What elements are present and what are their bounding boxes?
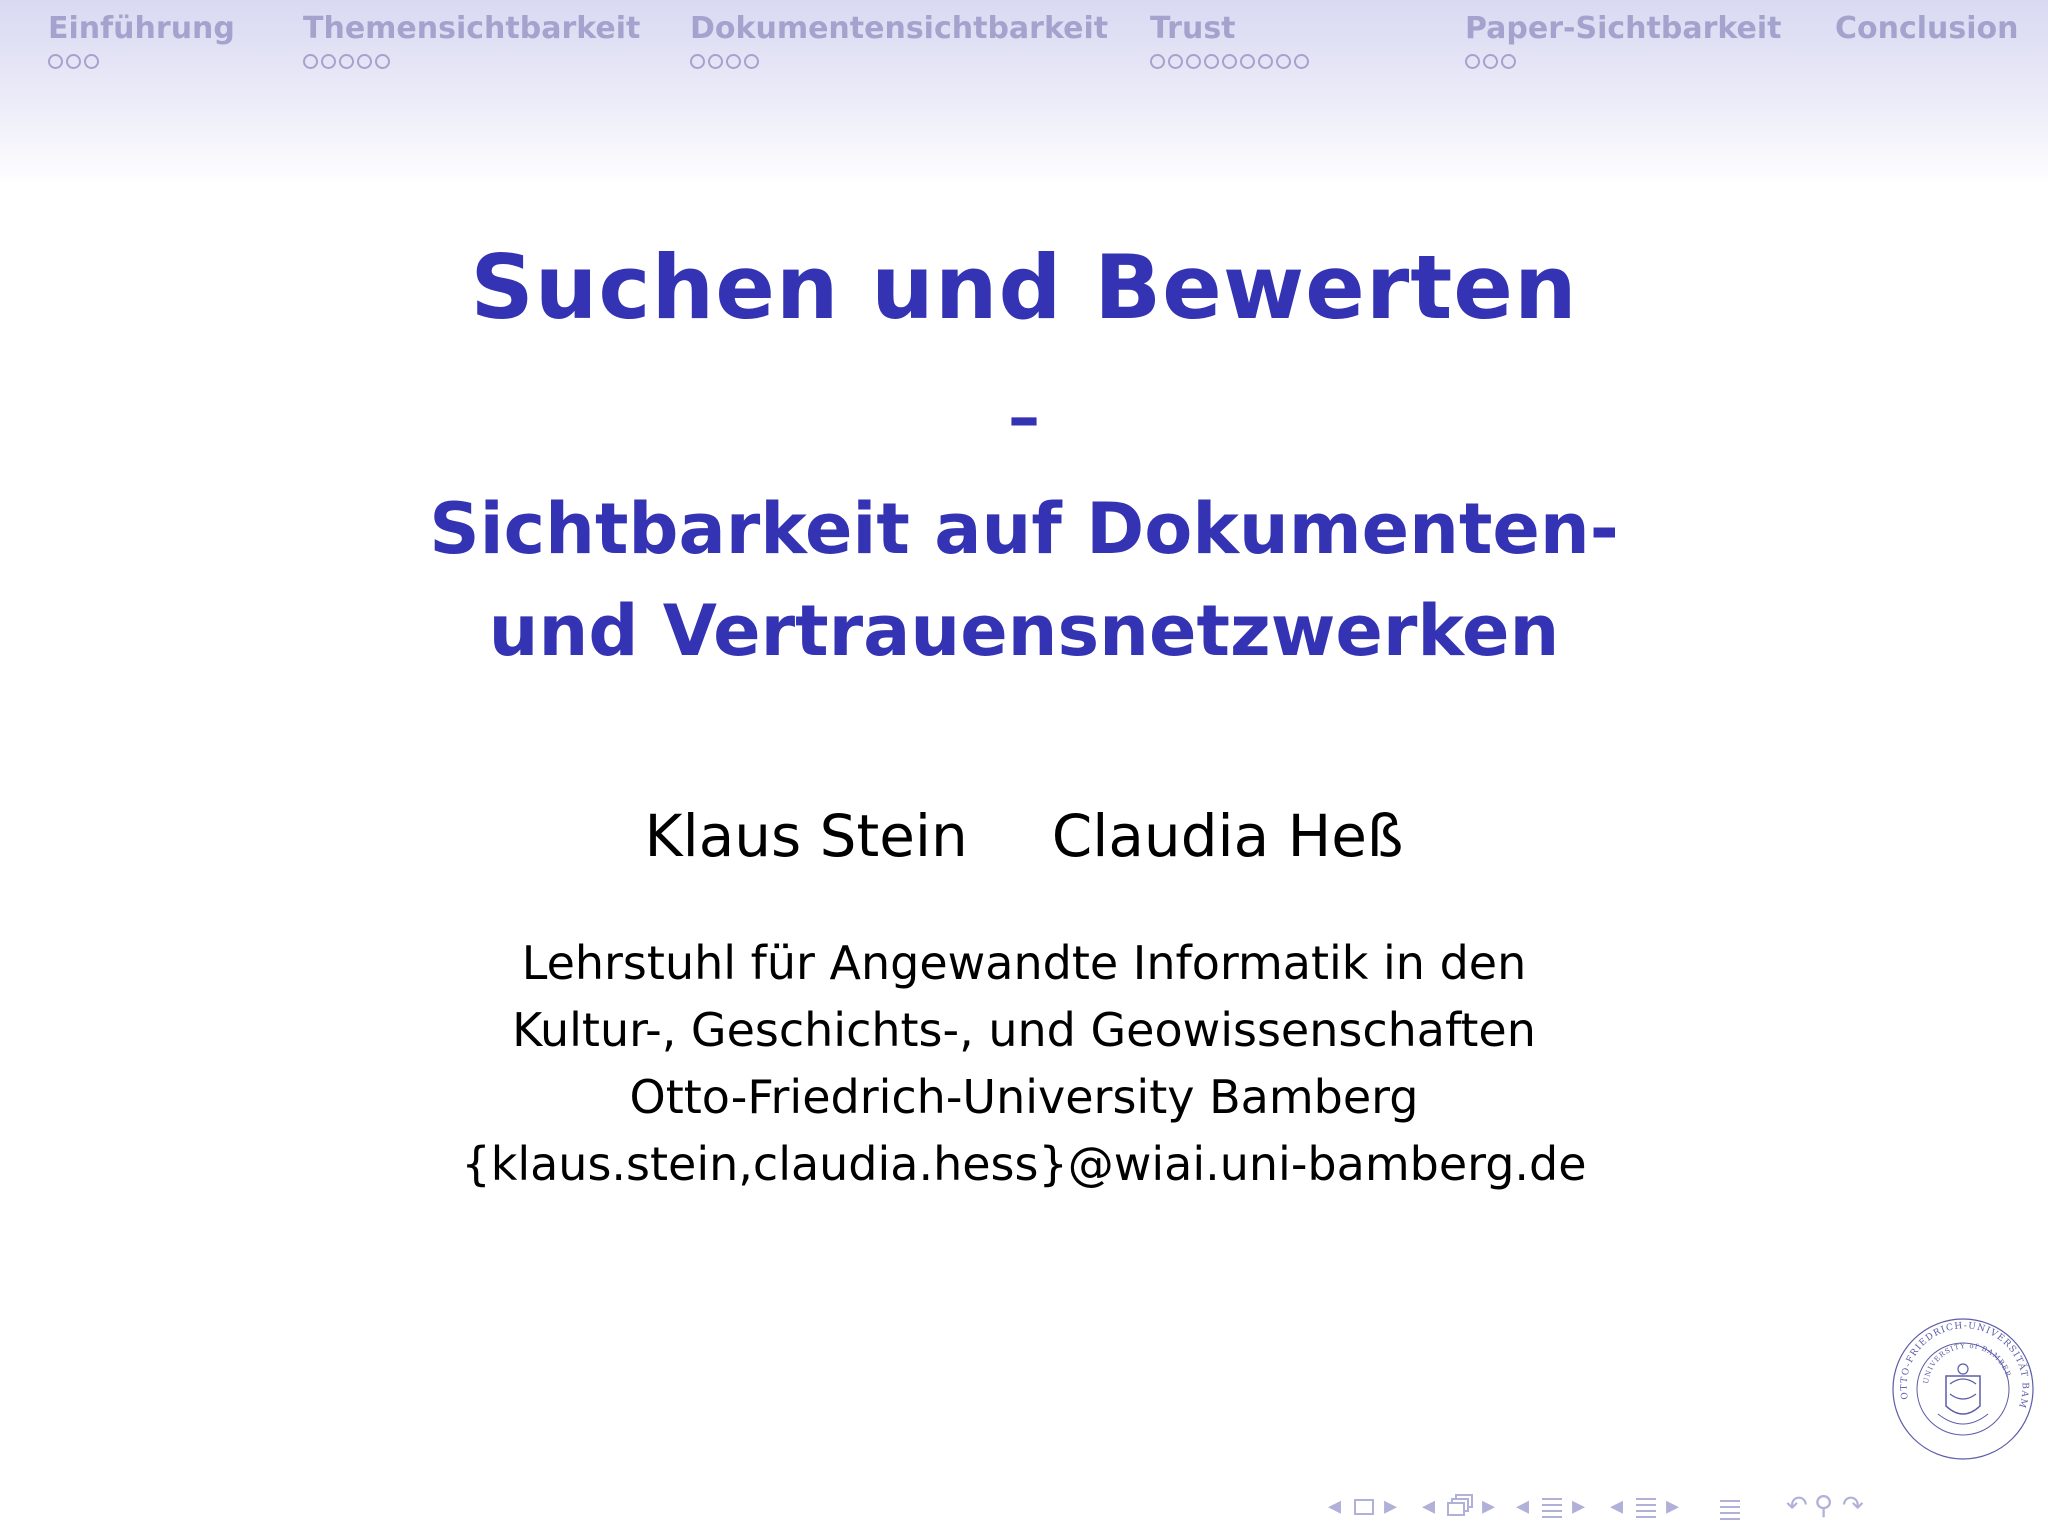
frame-dot-icon[interactable] <box>1294 54 1309 69</box>
frame-dot-icon[interactable] <box>1258 54 1273 69</box>
frame-dot-icon[interactable] <box>708 54 723 69</box>
nav-section-dokumentensichtbarkeit[interactable] <box>690 12 1108 70</box>
institute-line: Otto-Friedrich-University Bamberg <box>629 1070 1419 1124</box>
frame-dot-icon[interactable] <box>1186 54 1201 69</box>
frame-dot-icon[interactable] <box>726 54 741 69</box>
frame-dot-icon[interactable] <box>744 54 759 69</box>
frame-dot-icon[interactable] <box>84 54 99 69</box>
forward-icon[interactable]: ↷ <box>1842 1491 1864 1521</box>
frame-dot-icon[interactable] <box>321 54 336 69</box>
institute-line: Lehrstuhl für Angewandte Informatik in den <box>521 936 1527 990</box>
presentation-subtitle <box>0 478 2048 682</box>
author-name: Claudia Heß <box>1051 802 1404 870</box>
nav-section-label[interactable]: Einführung <box>48 11 235 46</box>
next-arrow-icon[interactable]: ▸ <box>1666 1491 1680 1521</box>
nav-frame-dots <box>303 52 640 70</box>
frame-dot-icon[interactable] <box>1150 54 1165 69</box>
section-navigation-bar <box>0 0 2048 185</box>
author-list <box>0 796 2048 876</box>
next-arrow-icon[interactable]: ▸ <box>1572 1491 1586 1521</box>
frame-dot-icon[interactable] <box>1240 54 1255 69</box>
subtitle-line-2: und Vertrauensnetzwerken <box>488 590 1560 672</box>
prev-arrow-icon[interactable]: ◂ <box>1328 1491 1342 1521</box>
frame-dot-icon[interactable] <box>690 54 705 69</box>
nav-frame-dots <box>1465 52 1782 70</box>
nav-section-label[interactable]: Paper-Sichtbarkeit <box>1465 11 1782 46</box>
nav-section-label[interactable]: Dokumentensichtbarkeit <box>690 11 1109 46</box>
nav-section-einfuehrung[interactable] <box>48 12 235 70</box>
section-icon[interactable] <box>1540 1488 1564 1524</box>
seal-graphic <box>1888 1314 2038 1464</box>
beamer-navigation-controls <box>1320 1488 2040 1524</box>
prev-arrow-icon[interactable]: ◂ <box>1610 1491 1624 1521</box>
nav-section-label[interactable]: Themensichtbarkeit <box>303 11 641 46</box>
search-icon[interactable]: ⚲ <box>1814 1491 1834 1521</box>
frame-dot-icon[interactable] <box>1168 54 1183 69</box>
nav-frame-dots <box>1150 52 1309 70</box>
frame-dot-icon[interactable] <box>1465 54 1480 69</box>
institute-block <box>0 930 2048 1198</box>
frame-dot-icon[interactable] <box>303 54 318 69</box>
contact-email: {klaus.stein,claudia.hess}@wiai.uni-bamberg.de <box>461 1137 1587 1191</box>
nav-section-label[interactable]: Conclusion <box>1835 11 2019 46</box>
nav-section-themensichtbarkeit[interactable] <box>303 12 640 70</box>
back-icon[interactable]: ↶ <box>1786 1491 1808 1521</box>
frame-dot-icon[interactable] <box>339 54 354 69</box>
prev-arrow-icon[interactable]: ◂ <box>1422 1491 1436 1521</box>
frame-dot-icon[interactable] <box>357 54 372 69</box>
institute-line: Kultur-, Geschichts-, und Geowissenschaften <box>512 1003 1536 1057</box>
next-arrow-icon[interactable]: ▸ <box>1482 1491 1496 1521</box>
svg-text:UNIVERSITY of BAMBERG: UNIVERSITY of BAMBER <box>1921 1341 2013 1385</box>
university-seal-logo <box>1888 1314 2038 1464</box>
prev-arrow-icon[interactable]: ◂ <box>1516 1491 1530 1521</box>
nav-frame-dots <box>690 52 1108 70</box>
frame-icon[interactable] <box>1352 1488 1376 1524</box>
frame-dot-icon[interactable] <box>1204 54 1219 69</box>
nav-section-paper-sichtbarkeit[interactable] <box>1465 12 1782 70</box>
nav-section-conclusion[interactable] <box>1835 12 2019 46</box>
frame-dot-icon[interactable] <box>375 54 390 69</box>
frame-dot-icon[interactable] <box>1483 54 1498 69</box>
svg-text:OTTO-FRIEDRICH-UNIVERSITÄT BAM: OTTO-FRIEDRICH-UNIVERSITÄT BAM <box>1899 1321 2030 1410</box>
nav-section-label[interactable]: Trust <box>1150 11 1236 46</box>
presentation-title: Suchen und Bewerten <box>470 236 1578 339</box>
subtitle-line-1: Sichtbarkeit auf Dokumenten- <box>429 488 1619 570</box>
frame-dot-icon[interactable] <box>1276 54 1291 69</box>
presentation-icon[interactable] <box>1634 1488 1658 1524</box>
title-separator-dash: – <box>1008 381 1040 455</box>
author-name: Klaus Stein <box>644 802 968 870</box>
subsection-icon[interactable] <box>1444 1488 1476 1524</box>
nav-section-trust[interactable] <box>1150 12 1309 70</box>
align-icon[interactable] <box>1718 1488 1742 1524</box>
next-arrow-icon[interactable]: ▸ <box>1384 1491 1398 1521</box>
frame-dot-icon[interactable] <box>66 54 81 69</box>
frame-dot-icon[interactable] <box>1501 54 1516 69</box>
frame-dot-icon[interactable] <box>48 54 63 69</box>
frame-dot-icon[interactable] <box>1222 54 1237 69</box>
nav-frame-dots <box>48 52 235 70</box>
